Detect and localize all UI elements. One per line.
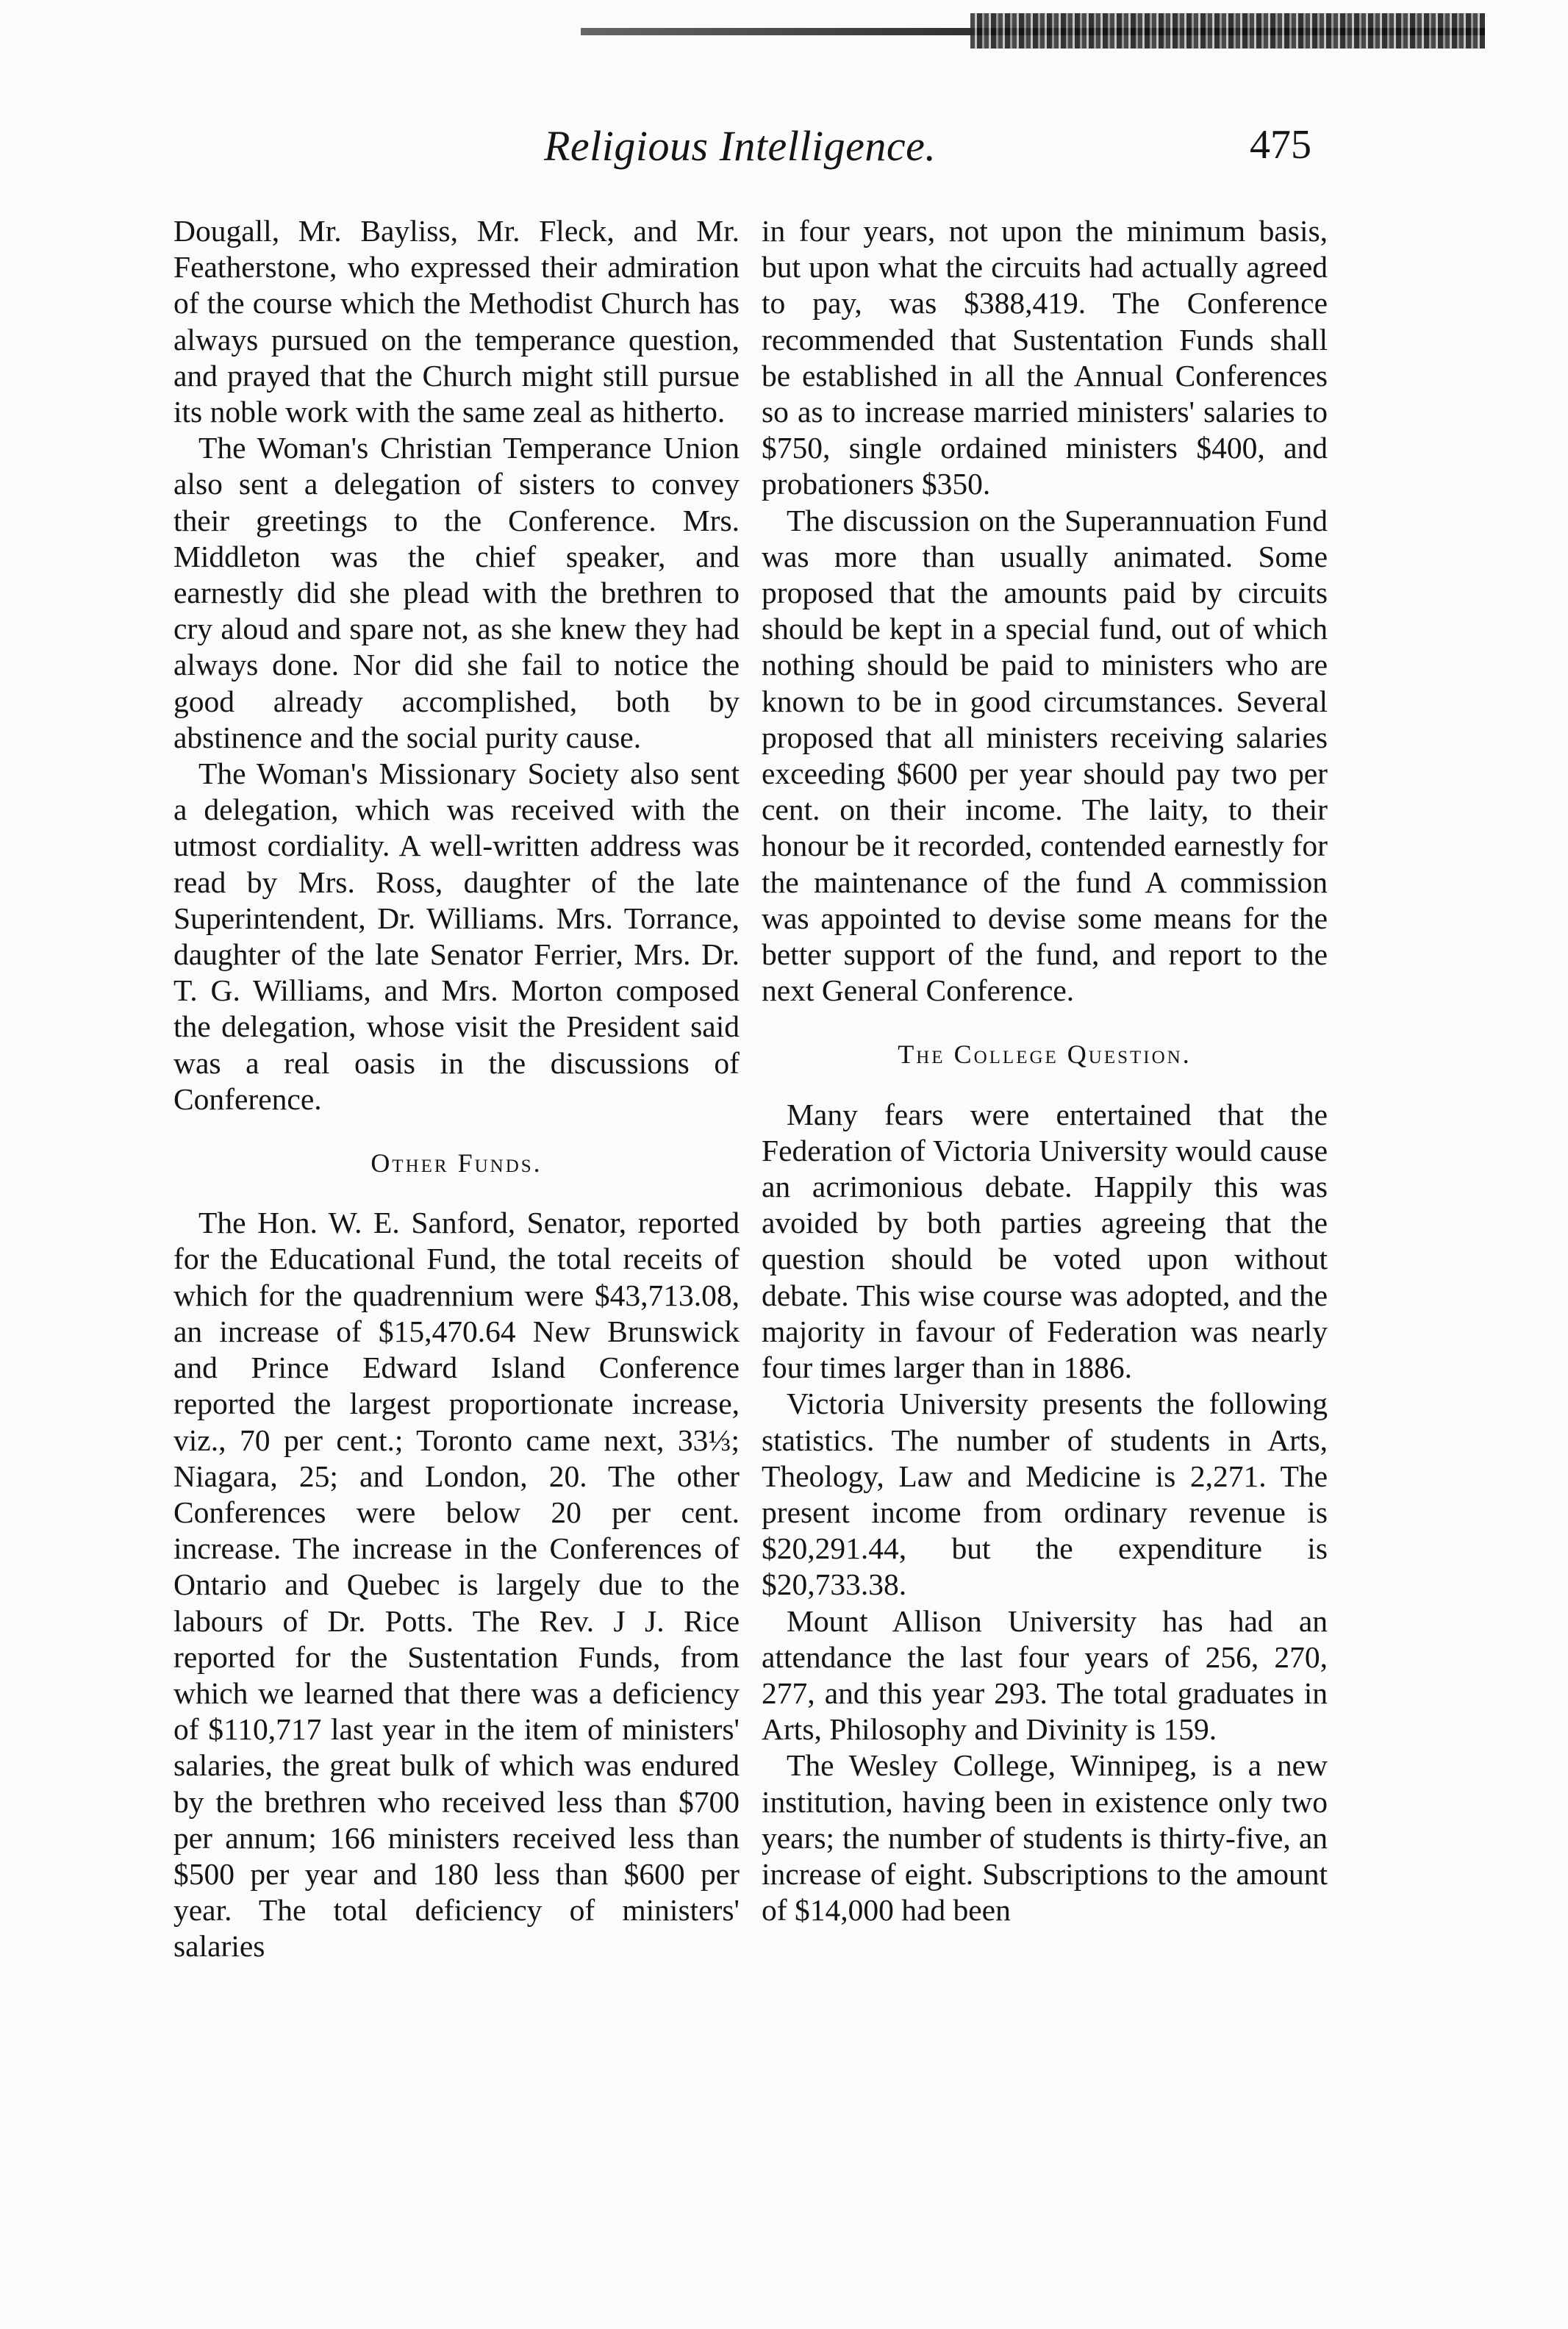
- right-column: [762, 213, 1328, 1928]
- paragraph: The discussion on the Superannuation Fund was more than usually animated. Some proposed that the amounts paid by circuits should be kept in a special fund, out of which nothing should be paid to ministers who are known to be in good circumstances. Several proposed that all ministers receiving salaries exceeding $600 per year should pay two per cent. on their income. The laity, to their honour be it recorded, contended earnestly for the maintenance of the fund A commission was appointed to devise some means for the better support of the fund, and report to the next General Conference.: [762, 503, 1328, 1008]
- scan-artifact: [970, 13, 1485, 49]
- section-heading: The College Question.: [898, 1040, 1192, 1070]
- paragraph: Mount Allison University has had an attendance the last four years of 256, 270, 277, and this year 293. The total graduates in Arts, Philosophy and Divinity is 159.: [762, 1603, 1328, 1747]
- paragraph: Dougall, Mr. Bayliss, Mr. Fleck, and Mr. Featherstone, who expressed their admiration of the course which the Methodist Church has always pursued on the temperance question, and prayed that the Church might still pursue its noble work with the same zeal as hitherto.: [173, 214, 740, 429]
- paragraph: The Hon. W. E. Sanford, Senator, reported for the Educational Fund, the total receits of which for the quadrennium were $43,713.08, an increase of $15,470.64 New Brunswick and Prince Edward Island Conference reported the largest proportionate increase, viz., 70 per cent.; Toronto came next, 33⅓; Niagara, 25; and London, 20. The other Conferences were below 20 per cent. increase. The increase in the Conferences of Ontario and Quebec is largely due to the labours of Dr. Potts. The Rev. J J. Rice reported for the Sustentation Funds, from which we learned that there was a deficiency of $110,717 last year in the item of ministers' salaries, the great bulk of which was endured by the brethren who received less than $700 per annum; 166 ministers received less than $500 per year and 180 less than $600 per year. The total deficiency of ministers' salaries: [173, 1206, 740, 1964]
- paragraph: The Wesley College, Winnipeg, is a new institution, having been in existence only two years; the number of students is thirty-five, an increase of eight. Subscriptions to the amount of $14,000 had been: [762, 1748, 1328, 1928]
- page-number: 475: [1250, 122, 1311, 168]
- paragraph: The Woman's Missionary Society also sent a delegation, which was received with the utmost cordiality. A well-written address was read by Mrs. Ross, daughter of the late Superintendent, Dr. Williams. Mrs. Torrance, daughter of the late Senator Ferrier, Mrs. Dr. T. G. Williams, and Mrs. Morton composed the delegation, whose visit the President said was a real oasis in the discussions of Conference.: [173, 756, 740, 1116]
- section-heading: Other Funds.: [370, 1148, 543, 1178]
- running-title: Religious Intelligence.: [544, 122, 937, 170]
- paragraph: in four years, not upon the minimum basis, but upon what the circuits had actually agreed to pay, was $388,419. The Conference recommended that Sustentation Funds shall be established in all the Annual Conferences so as to increase married ministers' salaries to $750, single ordained ministers $400, and probationers $350.: [762, 214, 1328, 501]
- paragraph: Many fears were entertained that the Federation of Victoria University would cause an acrimonious debate. Happily this was avoided by both parties agreeing that the question should be voted upon without debate. This wise course was adopted, and the majority in favour of Federation was nearly four times larger than in 1886.: [762, 1097, 1328, 1385]
- left-column: [173, 213, 740, 1965]
- running-header: [0, 121, 1568, 187]
- paragraph: The Woman's Christian Temperance Union also sent a delegation of sisters to convey their greetings to the Conference. Mrs. Middleton was the chief speaker, and earnestly did she plead with the brethren to cry aloud and spare not, as she knew they had always done. Nor did she fail to notice the good already accomplished, both by abstinence and the social purity cause.: [173, 431, 740, 754]
- paragraph: Victoria University presents the following statistics. The number of students in Arts, Theology, Law and Medicine is 2,271. The present income from ordinary revenue is $20,291.44, but the expenditure is $20,733.38.: [762, 1387, 1328, 1602]
